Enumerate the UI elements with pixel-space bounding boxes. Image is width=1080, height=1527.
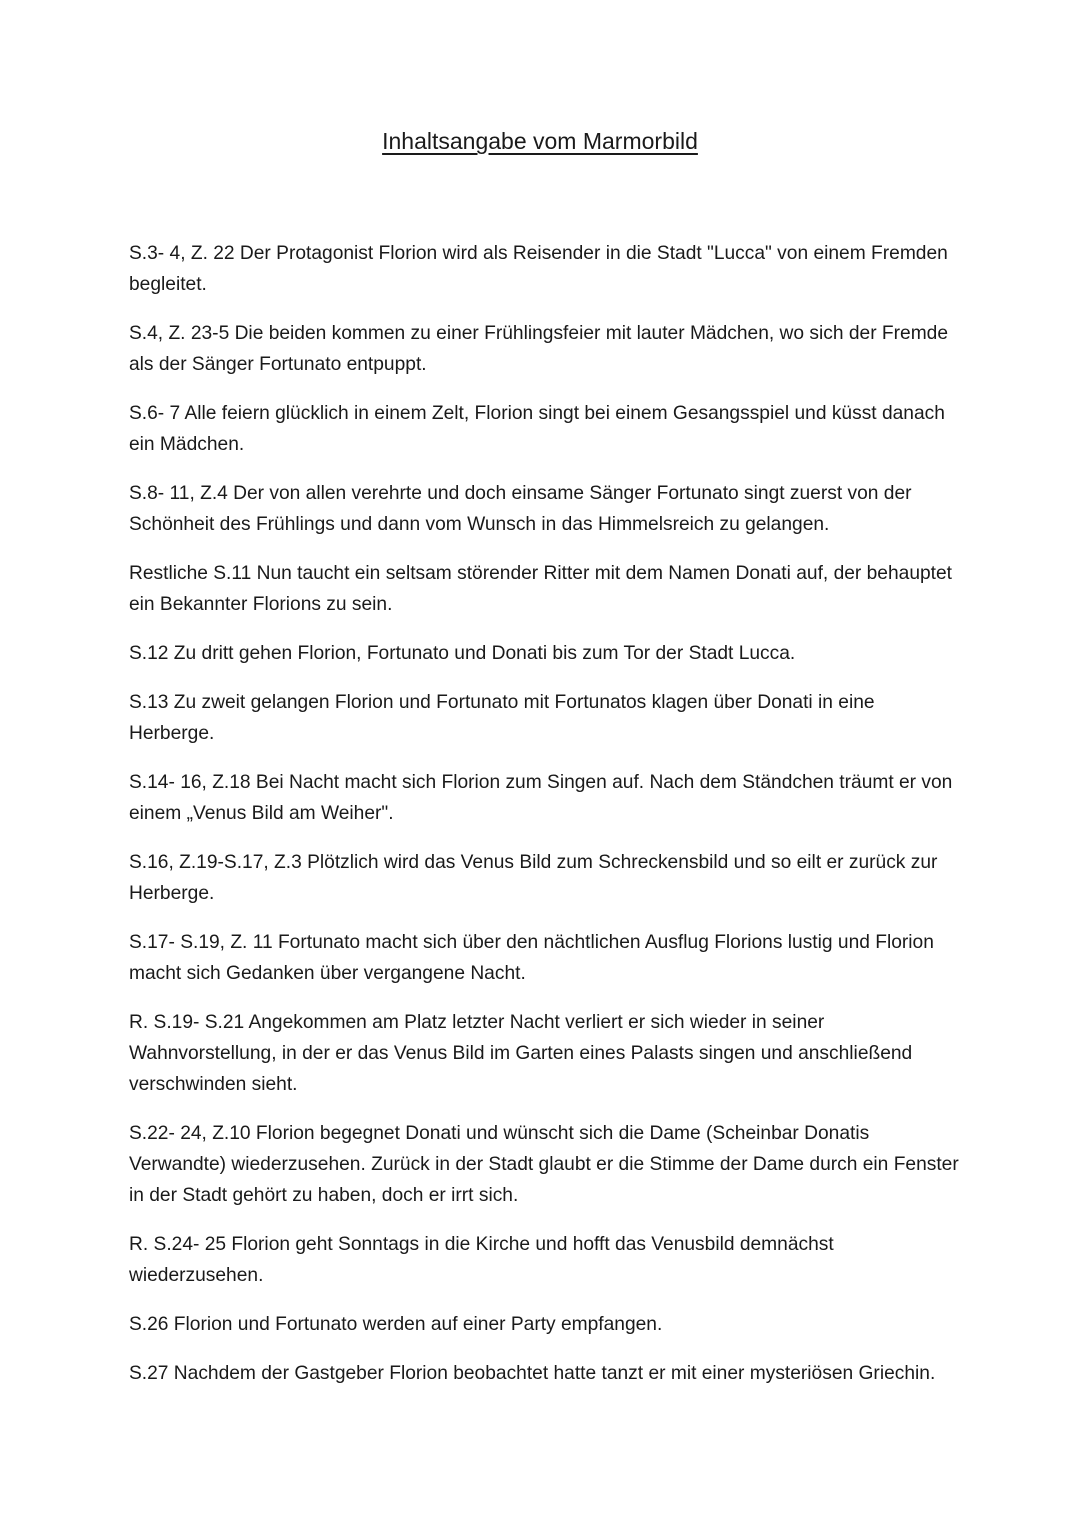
paragraph: S.22- 24, Z.10 Florion begegnet Donati und wünscht sich die Dame (Scheinbar Donatis Verwandte) wiederzusehen. Zurück in der Stadt glaubt er die Stimme der Dame durch ein Fenster in der Stadt gehört zu haben, doch er irrt sich. <box>129 1123 959 1206</box>
paragraph: S.3- 4, Z. 22 Der Protagonist Florion wird als Reisender in die Stadt "Lucca" von einem Fremden begleitet. <box>129 243 948 295</box>
paragraph: S.4, Z. 23-5 Die beiden kommen zu einer Frühlingsfeier mit lauter Mädchen, wo sich der Fremde als der Sänger Fortunato entpuppt. <box>129 323 949 375</box>
paragraph: R. S.24- 25 Florion geht Sonntags in die Kirche und hofft das Venusbild demnächst wiederzusehen. <box>129 1234 834 1286</box>
paragraph: S.8- 11, Z.4 Der von allen verehrte und doch einsame Sänger Fortunato singt zuerst von der Schönheit des Frühlings und dann vom Wunsch in das Himmelsreich zu gelangen. <box>129 483 912 535</box>
paragraph: S.17- S.19, Z. 11 Fortunato macht sich über den nächtlichen Ausflug Florions lustig und Florion macht sich Gedanken über vergangene Nacht. <box>129 932 934 984</box>
paragraph: S.26 Florion und Fortunato werden auf einer Party empfangen. <box>129 1314 663 1335</box>
paragraph: S.6- 7 Alle feiern glücklich in einem Zelt, Florion singt bei einem Gesangsspiel und küsst danach ein Mädchen. <box>129 403 945 455</box>
document-body <box>129 238 959 1407</box>
paragraph: R. S.19- S.21 Angekommen am Platz letzter Nacht verliert er sich wieder in seiner Wahnvorstellung, in der er das Venus Bild im Garten eines Palasts singen und anschließend verschwinden sieht. <box>129 1012 913 1095</box>
paragraph: S.14- 16, Z.18 Bei Nacht macht sich Florion zum Singen auf. Nach dem Ständchen träumt er von einem „Venus Bild am Weiher". <box>129 772 953 824</box>
paragraph: Restliche S.11 Nun taucht ein seltsam störender Ritter mit dem Namen Donati auf, der behauptet ein Bekannter Florions zu sein. <box>129 563 952 615</box>
document-title: Inhaltsangabe vom Marmorbild <box>382 128 698 154</box>
paragraph: S.12 Zu dritt gehen Florion, Fortunato und Donati bis zum Tor der Stadt Lucca. <box>129 643 796 664</box>
paragraph: S.16, Z.19-S.17, Z.3 Plötzlich wird das Venus Bild zum Schreckensbild und so eilt er zurück zur Herberge. <box>129 852 938 904</box>
paragraph: S.13 Zu zweit gelangen Florion und Fortunato mit Fortunatos klagen über Donati in eine Herberge. <box>129 692 875 744</box>
paragraph: S.27 Nachdem der Gastgeber Florion beobachtet hatte tanzt er mit einer mysteriösen Griechin. <box>129 1363 936 1384</box>
